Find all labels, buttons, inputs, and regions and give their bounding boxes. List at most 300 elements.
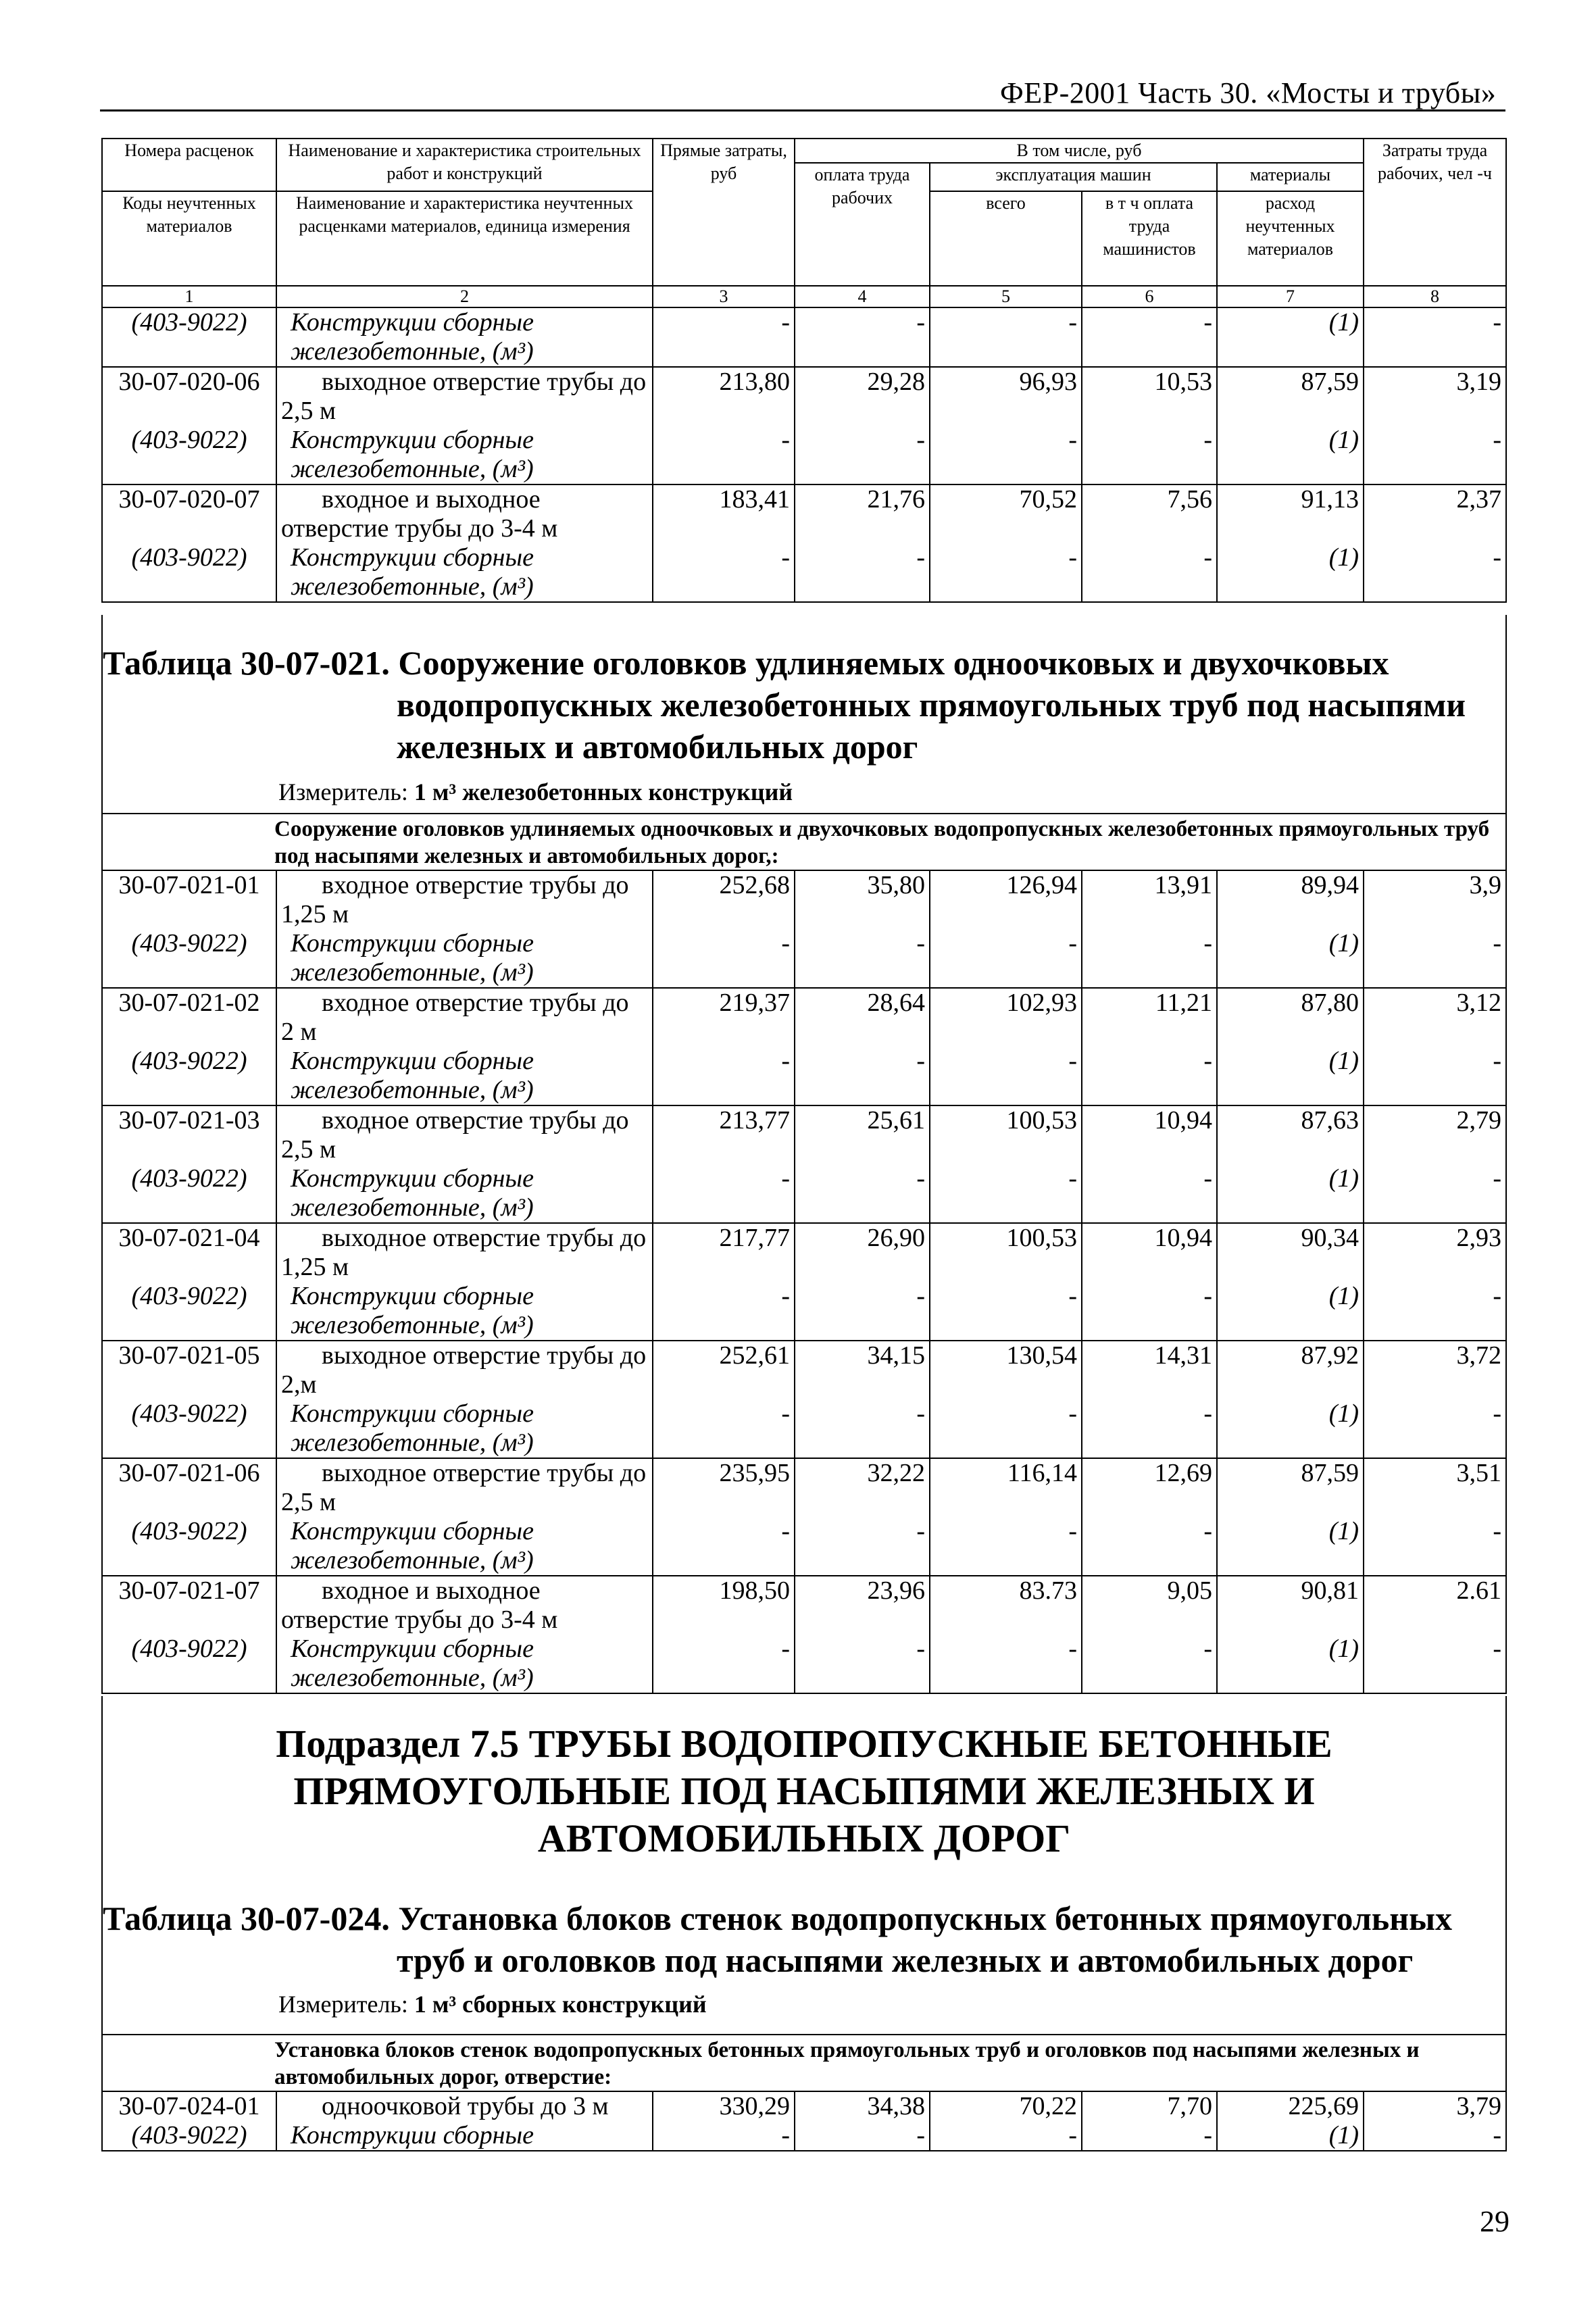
direct-costs-material-value: - bbox=[781, 308, 790, 337]
material-description: Конструкции сборные железобетонные, (м³) bbox=[291, 426, 534, 483]
material-code: (403-9022) bbox=[131, 1399, 247, 1428]
worker-pay-material-value: - bbox=[916, 1164, 925, 1193]
page-number: 29 bbox=[1480, 2205, 1510, 2238]
machines-total-value: 70,22 bbox=[1019, 2092, 1077, 2120]
spacer bbox=[934, 1135, 1077, 1164]
rate-code-cell bbox=[102, 1105, 276, 1223]
material-code: (403-9022) bbox=[131, 2121, 247, 2149]
operator-pay-cell bbox=[1082, 367, 1217, 484]
labor-hours-value: 3,79 bbox=[1456, 2092, 1501, 2120]
direct-costs-cell bbox=[653, 988, 795, 1105]
machines-total-value: 100,53 bbox=[1006, 1224, 1077, 1252]
spacer bbox=[799, 1135, 925, 1164]
labor-hours-value: 2.61 bbox=[1456, 1576, 1501, 1605]
spacer bbox=[107, 1370, 272, 1399]
operator-pay-value: 11,21 bbox=[1155, 989, 1212, 1017]
material-code: (403-9022) bbox=[131, 1282, 247, 1310]
subsection-title-line2: ПРЯМОУГОЛЬНЫЕ ПОД НАСЫПЯМИ ЖЕЛЕЗНЫХ И bbox=[293, 1769, 1315, 1813]
table-021-title-line1: Сооружение оголовков удлиняемых одноочковых и двухочковых bbox=[398, 644, 1389, 682]
operator-pay-cell bbox=[1082, 1105, 1217, 1223]
direct-costs-material-value: - bbox=[781, 1282, 790, 1310]
operator-pay-cell bbox=[1082, 870, 1217, 988]
labor-hours-material-value: - bbox=[1493, 2121, 1501, 2149]
material-description: Конструкции сборные железобетонные, (м³) bbox=[291, 1282, 534, 1339]
table-021-measure-label: Измеритель: bbox=[278, 778, 408, 805]
header-worker-pay: оплата труда рабочих bbox=[795, 163, 930, 286]
rate-code: 30-07-021-06 bbox=[118, 1459, 260, 1487]
material-code: (403-9022) bbox=[131, 1635, 247, 1663]
rate-code: 30-07-021-07 bbox=[118, 1576, 260, 1605]
table-024-measure-label: Измеритель: bbox=[278, 1991, 408, 2018]
labor-hours-material-value: - bbox=[1493, 1282, 1501, 1310]
materials-material-value: (1) bbox=[1328, 1282, 1359, 1310]
operator-pay-material-value: - bbox=[1203, 1399, 1212, 1428]
machines-total-value: 116,14 bbox=[1007, 1459, 1077, 1487]
materials-cell bbox=[1217, 1576, 1364, 1693]
worker-pay-value: 32,22 bbox=[867, 1459, 925, 1487]
operator-pay-value: 7,70 bbox=[1167, 2092, 1212, 2120]
work-description: выходное отверстие трубы до 1,25 м bbox=[281, 1224, 647, 1281]
machines-total-value: 83.73 bbox=[1019, 1576, 1077, 1605]
rate-code-cell bbox=[102, 1223, 276, 1341]
labor-hours-cell bbox=[1364, 2091, 1506, 2151]
labor-hours-value: 3,9 bbox=[1469, 871, 1501, 899]
spacer bbox=[1368, 1135, 1501, 1164]
operator-pay-material-value: - bbox=[1203, 308, 1212, 337]
table-row bbox=[102, 1223, 1506, 1341]
header-machines-total: всего bbox=[930, 191, 1082, 286]
operator-pay-value: 10,53 bbox=[1154, 368, 1212, 396]
machines-total-cell bbox=[930, 1341, 1082, 1458]
materials-material-value: (1) bbox=[1328, 1047, 1359, 1075]
table-021-title-line2: водопропускных железобетонных прямоугольных труб под насыпями bbox=[397, 686, 1466, 724]
spacer bbox=[1087, 1370, 1212, 1399]
spacer bbox=[1222, 514, 1359, 543]
materials-cell bbox=[1217, 988, 1364, 1105]
worker-pay-material-value: - bbox=[916, 1635, 925, 1663]
table-row bbox=[102, 367, 1506, 484]
machines-total-material-value: - bbox=[1068, 1282, 1077, 1310]
material-code: (403-9022) bbox=[131, 1047, 247, 1075]
direct-costs-cell bbox=[653, 870, 795, 988]
spacer bbox=[1087, 1018, 1212, 1047]
header-machines: эксплуатация машин bbox=[930, 163, 1217, 191]
description-cell bbox=[276, 1458, 653, 1576]
materials-value: 225,69 bbox=[1288, 2092, 1359, 2120]
worker-pay-cell bbox=[795, 367, 930, 484]
worker-pay-value: 29,28 bbox=[867, 368, 925, 396]
labor-hours-material-value: - bbox=[1493, 1399, 1501, 1428]
operator-pay-cell bbox=[1082, 484, 1217, 602]
materials-cell bbox=[1217, 307, 1364, 367]
machines-total-cell bbox=[930, 870, 1082, 988]
material-description: Конструкции сборные железобетонные, (м³) bbox=[291, 1635, 534, 1692]
rate-code: 30-07-024-01 bbox=[118, 2092, 260, 2120]
spacer bbox=[799, 900, 925, 929]
materials-value: 87,92 bbox=[1301, 1341, 1359, 1370]
worker-pay-cell bbox=[795, 1341, 930, 1458]
operator-pay-material-value: - bbox=[1203, 1164, 1212, 1193]
materials-cell bbox=[1217, 1341, 1364, 1458]
worker-pay-cell bbox=[795, 1458, 930, 1576]
materials-value: 90,34 bbox=[1301, 1224, 1359, 1252]
spacer bbox=[107, 1605, 272, 1635]
worker-pay-cell bbox=[795, 484, 930, 602]
worker-pay-cell bbox=[795, 870, 930, 988]
work-description: входное и выходное отверстие трубы до 3-4 м bbox=[281, 485, 558, 543]
work-description: входное отверстие трубы до 2,5 м bbox=[281, 1106, 629, 1164]
direct-costs-value: 183,41 bbox=[719, 485, 790, 514]
material-description: Конструкции сборные железобетонные, (м³) bbox=[291, 308, 534, 366]
rates-table-header bbox=[101, 138, 1507, 603]
spacer bbox=[107, 1018, 272, 1047]
spacer bbox=[934, 1018, 1077, 1047]
machines-total-material-value: - bbox=[1068, 1047, 1077, 1075]
direct-costs-cell bbox=[653, 1458, 795, 1576]
worker-pay-value: 35,80 bbox=[867, 871, 925, 899]
table-024-measure-value: 1 м³ сборных конструкций bbox=[414, 1991, 707, 2018]
labor-hours-cell bbox=[1364, 1341, 1506, 1458]
operator-pay-material-value: - bbox=[1203, 929, 1212, 957]
operator-pay-cell bbox=[1082, 1576, 1217, 1693]
spacer bbox=[934, 397, 1077, 426]
header-operator-pay: в т ч оплата труда машинистов bbox=[1082, 191, 1217, 286]
labor-hours-material-value: - bbox=[1493, 426, 1501, 454]
header-material-name: Наименование и характеристика неучтенных расценками материалов, единица измерения bbox=[276, 191, 653, 286]
spacer bbox=[799, 397, 925, 426]
labor-hours-value: 2,37 bbox=[1456, 485, 1501, 514]
worker-pay-cell bbox=[795, 1223, 930, 1341]
materials-value: 91,13 bbox=[1301, 485, 1359, 514]
machines-total-material-value: - bbox=[1068, 1517, 1077, 1545]
spacer bbox=[1368, 397, 1501, 426]
worker-pay-material-value: - bbox=[916, 1517, 925, 1545]
rate-code-cell bbox=[102, 1458, 276, 1576]
machines-total-cell bbox=[930, 1105, 1082, 1223]
material-code: (403-9022) bbox=[131, 308, 247, 337]
material-description: Конструкции сборные железобетонные, (м³) bbox=[291, 929, 534, 987]
worker-pay-value: 34,15 bbox=[867, 1341, 925, 1370]
material-code: (403-9022) bbox=[131, 426, 247, 454]
direct-costs-cell bbox=[653, 367, 795, 484]
rate-code: 30-07-021-04 bbox=[118, 1224, 260, 1252]
operator-pay-value: 10,94 bbox=[1154, 1106, 1212, 1135]
labor-hours-cell bbox=[1364, 484, 1506, 602]
labor-hours-value: 3,12 bbox=[1456, 989, 1501, 1017]
machines-total-value: 102,93 bbox=[1006, 989, 1077, 1017]
operator-pay-material-value: - bbox=[1203, 426, 1212, 454]
spacer bbox=[657, 397, 790, 426]
table-row bbox=[102, 1105, 1506, 1223]
direct-costs-value: 252,61 bbox=[719, 1341, 790, 1370]
materials-material-value: (1) bbox=[1328, 1635, 1359, 1663]
direct-costs-value: 235,95 bbox=[719, 1459, 790, 1487]
worker-pay-cell bbox=[795, 1576, 930, 1693]
table-021-measure-value: 1 м³ железобетонных конструкций bbox=[414, 778, 793, 805]
spacer bbox=[1222, 900, 1359, 929]
rate-code-cell bbox=[102, 2091, 276, 2151]
machines-total-cell bbox=[930, 367, 1082, 484]
materials-value: 89,94 bbox=[1301, 871, 1359, 899]
labor-hours-cell bbox=[1364, 870, 1506, 988]
description-cell bbox=[276, 988, 653, 1105]
spacer bbox=[1368, 1488, 1501, 1517]
labor-hours-material-value: - bbox=[1493, 308, 1501, 337]
machines-total-cell bbox=[930, 1223, 1082, 1341]
materials-material-value: (1) bbox=[1328, 1517, 1359, 1545]
table-021-title-line3: железных и автомобильных дорог bbox=[397, 728, 918, 766]
materials-cell bbox=[1217, 870, 1364, 988]
operator-pay-value: 14,31 bbox=[1154, 1341, 1212, 1370]
work-description: входное отверстие трубы до 1,25 м bbox=[281, 871, 629, 928]
materials-value: 87,59 bbox=[1301, 1459, 1359, 1487]
materials-material-value: (1) bbox=[1328, 543, 1359, 572]
worker-pay-material-value: - bbox=[916, 1282, 925, 1310]
worker-pay-value: 26,90 bbox=[867, 1224, 925, 1252]
spacer bbox=[657, 1488, 790, 1517]
machines-total-material-value: - bbox=[1068, 929, 1077, 957]
operator-pay-value: 7,56 bbox=[1167, 485, 1212, 514]
spacer bbox=[799, 1018, 925, 1047]
machines-total-material-value: - bbox=[1068, 1635, 1077, 1663]
direct-costs-cell bbox=[653, 1341, 795, 1458]
spacer bbox=[1222, 1370, 1359, 1399]
labor-hours-material-value: - bbox=[1493, 543, 1501, 572]
machines-total-cell bbox=[930, 484, 1082, 602]
operator-pay-value: 9,05 bbox=[1167, 1576, 1212, 1605]
spacer bbox=[107, 1135, 272, 1164]
materials-value: 87,59 bbox=[1301, 368, 1359, 396]
spacer bbox=[1368, 900, 1501, 929]
column-number: 8 bbox=[1364, 286, 1506, 307]
spacer bbox=[1087, 1253, 1212, 1282]
subsection-title-line1: Подраздел 7.5 ТРУБЫ ВОДОПРОПУСКНЫЕ БЕТОННЫЕ bbox=[276, 1722, 1332, 1766]
operator-pay-cell bbox=[1082, 2091, 1217, 2151]
work-description: выходное отверстие трубы до 2,5 м bbox=[281, 1459, 647, 1516]
materials-cell bbox=[1217, 1223, 1364, 1341]
labor-hours-cell bbox=[1364, 1458, 1506, 1576]
spacer bbox=[934, 1370, 1077, 1399]
description-cell bbox=[276, 1105, 653, 1223]
labor-hours-value: 3,51 bbox=[1456, 1459, 1501, 1487]
direct-costs-cell bbox=[653, 1223, 795, 1341]
table-021-group-heading: Сооружение оголовков удлиняемых одноочковых и двухочковых водопропускных железобетонных прямоугольных труб под насыпями железных и автомобильных дорог,: bbox=[102, 814, 1506, 870]
description-cell bbox=[276, 484, 653, 602]
column-number: 7 bbox=[1217, 286, 1364, 307]
subsection-7-5 bbox=[101, 1696, 1507, 2071]
worker-pay-value: 25,61 bbox=[867, 1106, 925, 1135]
worker-pay-material-value: - bbox=[916, 2121, 925, 2149]
header-work-name: Наименование и характеристика строительных работ и конструкций bbox=[276, 139, 653, 191]
operator-pay-value: 12,69 bbox=[1154, 1459, 1212, 1487]
table-row bbox=[102, 988, 1506, 1105]
work-description: входное и выходное отверстие трубы до 3-4 м bbox=[281, 1576, 558, 1634]
labor-hours-material-value: - bbox=[1493, 1047, 1501, 1075]
labor-hours-cell bbox=[1364, 307, 1506, 367]
materials-value: 87,80 bbox=[1301, 989, 1359, 1017]
worker-pay-value: 21,76 bbox=[867, 485, 925, 514]
rate-code: 30-07-021-02 bbox=[118, 989, 260, 1017]
table-021-number: Таблица 30-07-021. bbox=[103, 644, 390, 682]
table-row bbox=[102, 870, 1506, 988]
direct-costs-cell bbox=[653, 484, 795, 602]
spacer bbox=[1368, 514, 1501, 543]
description-cell bbox=[276, 367, 653, 484]
machines-total-cell bbox=[930, 988, 1082, 1105]
spacer bbox=[799, 1605, 925, 1635]
spacer bbox=[1087, 397, 1212, 426]
operator-pay-cell bbox=[1082, 1223, 1217, 1341]
material-description: Конструкции сборные железобетонные, (м³) bbox=[291, 1164, 534, 1222]
machines-total-cell bbox=[930, 1458, 1082, 1576]
description-cell bbox=[276, 1223, 653, 1341]
materials-cell bbox=[1217, 1458, 1364, 1576]
machines-total-value: 130,54 bbox=[1006, 1341, 1077, 1370]
worker-pay-cell bbox=[795, 2091, 930, 2151]
table-row bbox=[102, 1341, 1506, 1458]
table-row bbox=[102, 2091, 1506, 2151]
rate-code-cell bbox=[102, 988, 276, 1105]
spacer bbox=[1222, 1605, 1359, 1635]
labor-hours-cell bbox=[1364, 1576, 1506, 1693]
column-number: 1 bbox=[102, 286, 276, 307]
labor-hours-value: 2,79 bbox=[1456, 1106, 1501, 1135]
direct-costs-material-value: - bbox=[781, 426, 790, 454]
work-description: выходное отверстие трубы до 2,м bbox=[281, 1341, 647, 1399]
worker-pay-material-value: - bbox=[916, 929, 925, 957]
direct-costs-value: 213,80 bbox=[719, 368, 790, 396]
machines-total-cell bbox=[930, 2091, 1082, 2151]
materials-cell bbox=[1217, 2091, 1364, 2151]
machines-total-material-value: - bbox=[1068, 426, 1077, 454]
spacer bbox=[1222, 1018, 1359, 1047]
spacer bbox=[934, 1605, 1077, 1635]
column-number: 5 bbox=[930, 286, 1082, 307]
worker-pay-value: 34,38 bbox=[867, 2092, 925, 2120]
rate-code: 30-07-021-05 bbox=[118, 1341, 260, 1370]
spacer bbox=[657, 900, 790, 929]
spacer bbox=[934, 900, 1077, 929]
machines-total-value: 100,53 bbox=[1006, 1106, 1077, 1135]
header-materials: материалы bbox=[1217, 163, 1364, 191]
material-description: Конструкции сборные железобетонные, (м³) bbox=[291, 1517, 534, 1574]
material-description: Конструкции сборные железобетонные, (м³) bbox=[291, 1399, 534, 1457]
materials-cell bbox=[1217, 484, 1364, 602]
spacer bbox=[1087, 1605, 1212, 1635]
table-024-title-line2: труб и оголовков под насыпями железных и автомобильных дорог bbox=[397, 1941, 1414, 1979]
spacer bbox=[657, 514, 790, 543]
machines-total-material-value: - bbox=[1068, 2121, 1077, 2149]
direct-costs-material-value: - bbox=[781, 1517, 790, 1545]
spacer bbox=[657, 1370, 790, 1399]
table-024-number: Таблица 30-07-024. bbox=[103, 1899, 390, 1937]
spacer bbox=[107, 514, 272, 543]
rate-code-cell bbox=[102, 870, 276, 988]
column-number: 3 bbox=[653, 286, 795, 307]
material-code: (403-9022) bbox=[131, 1517, 247, 1545]
materials-material-value: (1) bbox=[1328, 1164, 1359, 1193]
spacer bbox=[1087, 514, 1212, 543]
subsection-title-line3: АВТОМОБИЛЬНЫХ ДОРОГ bbox=[537, 1816, 1071, 1860]
spacer bbox=[107, 397, 272, 426]
worker-pay-value: 23,96 bbox=[867, 1576, 925, 1605]
spacer bbox=[1368, 1370, 1501, 1399]
header-including: В том числе, руб bbox=[795, 139, 1364, 163]
labor-hours-value: 3,72 bbox=[1456, 1341, 1501, 1370]
column-number: 6 bbox=[1082, 286, 1217, 307]
spacer bbox=[934, 514, 1077, 543]
operator-pay-material-value: - bbox=[1203, 2121, 1212, 2149]
description-cell bbox=[276, 1576, 653, 1693]
spacer bbox=[799, 1370, 925, 1399]
direct-costs-cell bbox=[653, 1105, 795, 1223]
machines-total-cell bbox=[930, 307, 1082, 367]
direct-costs-value: 213,77 bbox=[719, 1106, 790, 1135]
material-code: (403-9022) bbox=[131, 929, 247, 957]
materials-material-value: (1) bbox=[1328, 426, 1359, 454]
work-description: входное отверстие трубы до 2 м bbox=[281, 989, 629, 1046]
description-cell bbox=[276, 2091, 653, 2151]
spacer bbox=[1087, 1488, 1212, 1517]
labor-hours-cell bbox=[1364, 1223, 1506, 1341]
table-021 bbox=[101, 813, 1507, 1694]
machines-total-material-value: - bbox=[1068, 543, 1077, 572]
labor-hours-value: 3,19 bbox=[1456, 368, 1501, 396]
machines-total-material-value: - bbox=[1068, 1164, 1077, 1193]
direct-costs-material-value: - bbox=[781, 1399, 790, 1428]
header-rule bbox=[100, 109, 1505, 111]
machines-total-value: 70,52 bbox=[1019, 485, 1077, 514]
direct-costs-material-value: - bbox=[781, 1047, 790, 1075]
labor-hours-material-value: - bbox=[1493, 1517, 1501, 1545]
worker-pay-cell bbox=[795, 307, 930, 367]
material-code: (403-9022) bbox=[131, 1164, 247, 1193]
operator-pay-value: 10,94 bbox=[1154, 1224, 1212, 1252]
operator-pay-material-value: - bbox=[1203, 543, 1212, 572]
direct-costs-material-value: - bbox=[781, 1635, 790, 1663]
rate-code-cell bbox=[102, 367, 276, 484]
operator-pay-value: 13,91 bbox=[1154, 871, 1212, 899]
labor-hours-cell bbox=[1364, 367, 1506, 484]
description-cell bbox=[276, 870, 653, 988]
table-row bbox=[102, 307, 1506, 367]
materials-value: 90,81 bbox=[1301, 1576, 1359, 1605]
operator-pay-material-value: - bbox=[1203, 1517, 1212, 1545]
rate-code-cell bbox=[102, 484, 276, 602]
spacer bbox=[1222, 1135, 1359, 1164]
labor-hours-material-value: - bbox=[1493, 1164, 1501, 1193]
materials-cell bbox=[1217, 1105, 1364, 1223]
worker-pay-value: 28,64 bbox=[867, 989, 925, 1017]
header-direct-costs: Прямые затраты, руб bbox=[653, 139, 795, 286]
description-cell bbox=[276, 1341, 653, 1458]
running-head: ФЕР-2001 Часть 30. «Мосты и трубы» bbox=[1000, 76, 1497, 109]
spacer bbox=[107, 900, 272, 929]
machines-total-material-value: - bbox=[1068, 1399, 1077, 1428]
spacer bbox=[107, 1488, 272, 1517]
spacer bbox=[657, 1018, 790, 1047]
spacer bbox=[657, 1605, 790, 1635]
direct-costs-value: 217,77 bbox=[719, 1224, 790, 1252]
spacer bbox=[657, 1135, 790, 1164]
labor-hours-cell bbox=[1364, 988, 1506, 1105]
material-description: Конструкции сборные bbox=[291, 2121, 534, 2149]
rate-code-cell bbox=[102, 1576, 276, 1693]
machines-total-material-value: - bbox=[1068, 308, 1077, 337]
header-labor-hours: Затраты труда рабочих, чел -ч bbox=[1364, 139, 1506, 286]
materials-material-value: (1) bbox=[1328, 2121, 1359, 2149]
spacer bbox=[934, 1488, 1077, 1517]
